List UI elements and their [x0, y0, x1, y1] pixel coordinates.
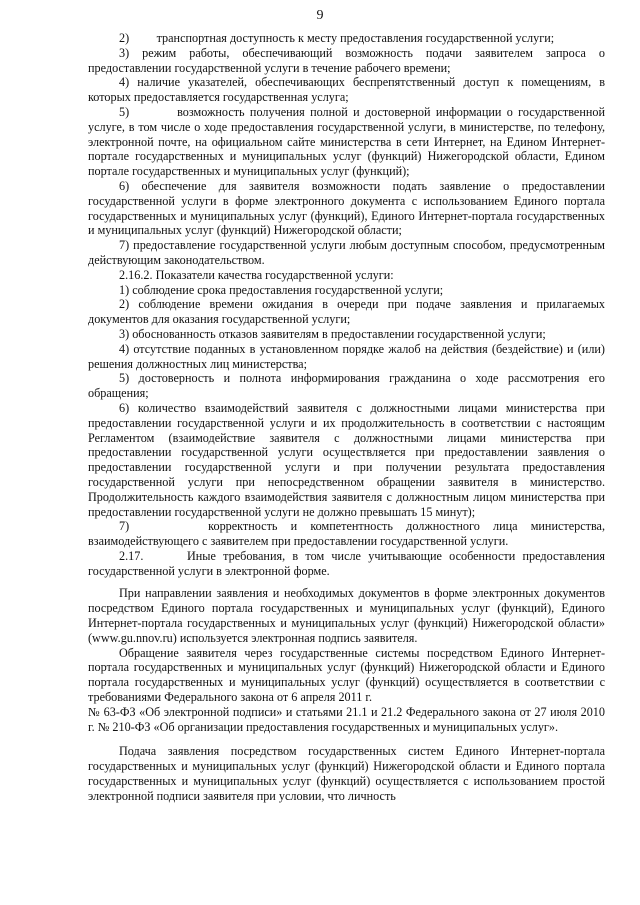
paragraph: Подача заявления посредством государственных систем Единого Интернет-портала государственных и муниципальных услуг (функций) Нижегородской области и Единого портала государственных и муниципальных услуг (функций) осуществляется с использованием простой электронной подписи заявителя при условии, что личность — [88, 744, 605, 803]
paragraph: 1) соблюдение срока предоставления государственной услуги; — [119, 282, 444, 297]
paragraph: 3) обоснованность отказов заявителям в предоставлении государственной услуги; — [119, 326, 546, 341]
paragraph: 2) транспортная доступность к месту предоставления государственной услуги; — [119, 31, 555, 45]
paragraph: 4) отсутствие поданных в установленном порядке жалоб на действия (бездействие) и (или) решения должностных лиц министерства; — [88, 341, 605, 371]
section-heading: 2.17. Иные требования, в том числе учитывающие особенности предоставления государственной услуги в электронной форме. — [88, 548, 605, 578]
paragraph: Обращение заявителя через государственные системы посредством Единого Интернет-портала государственных и муниципальных услуг (функций) Нижегородской области и Единого портала государственных и муниципальных услуг (функций) осуществляется в соответствии с требованиями Федерального закона от 6 апреля 2011 г. — [88, 645, 605, 705]
paragraph: 7) предоставление государственной услуги любым доступным способом, предусмотренным действующим законодательством. — [88, 238, 605, 267]
paragraph: № 63-ФЗ «Об электронной подписи» и статьями 21.1 и 21.2 Федерального закона от 27 июля 2010 г. № 210-ФЗ «Об организации предоставления государственных и муниципальных услуг». — [88, 704, 605, 734]
paragraph: 4) наличие указателей, обеспечивающих беспрепятственный доступ к помещениям, в которых предоставляется государственная услуга; — [88, 75, 605, 105]
paragraph: 6) обеспечение для заявителя возможности подать заявление о предоставлении государственной услуги в форме электронного документа с использованием Единого портала государственных и муниципальных услуг (функций), Единого Интернет-портала государственных и муниципальных услуг (функций) Нижегородской области; — [88, 178, 605, 238]
page-number: 9 — [316, 8, 324, 23]
paragraph: 6) количество взаимодействий заявителя с должностными лицами министерства при предоставлении государственной услуги и их продолжительность в соответствии с настоящим Регламентом (взаимодействие заявителя с должностными лицами министерства при предоставлении государственной услуги осуществляется при предоставлении заявления о предоставлении государственной услуги и при получении результата предоставления государственной услуги при непосредственном обращении заявителя в министерство. Продолжительность каждого взаимодействия заявителя с должностным лицом министерства при предоставлении государственной услуги не должно превышать 15 минут); — [88, 400, 605, 519]
paragraph: 5) достоверность и полнота информирования гражданина о ходе рассмотрения его обращения; — [88, 371, 605, 401]
paragraph: 2) соблюдение времени ожидания в очереди при подаче заявления и прилагаемых документов для оказания государственной услуги; — [88, 297, 605, 327]
paragraph: 7) корректность и компетентность должностного лица министерства, взаимодействующего с заявителем при предоставлении государственной услуги. — [88, 519, 605, 549]
paragraph: 3) режим работы, обеспечивающий возможность подачи заявителем запроса о предоставлении государственной услуги в течение рабочего времени; — [88, 45, 605, 75]
paragraph: 5) возможность получения полной и достоверной информации о государственной услуге, в том числе о ходе предоставления государственной услуги, в министерстве, по телефону, электронной почте, на официальном сайте министерства в сети Интернет, на Едином Интернет-портале государственных и муниципальных услуг (функций) Нижегородской области, Едином портале государственных и муниципальных услуг (функций); — [88, 104, 605, 179]
paragraph: При направлении заявления и необходимых документов в форме электронных документов посредством Единого портала государственных и муниципальных услуг (функций), Единого Интернет-портала государственных и муниципальных услуг (функций) Нижегородской области» (www.gu.nnov.ru) используется электронная подпись заявителя. — [88, 586, 605, 645]
document-body — [88, 31, 605, 804]
section-heading: 2.16.2. Показатели качества государственной услуги: — [119, 267, 394, 282]
